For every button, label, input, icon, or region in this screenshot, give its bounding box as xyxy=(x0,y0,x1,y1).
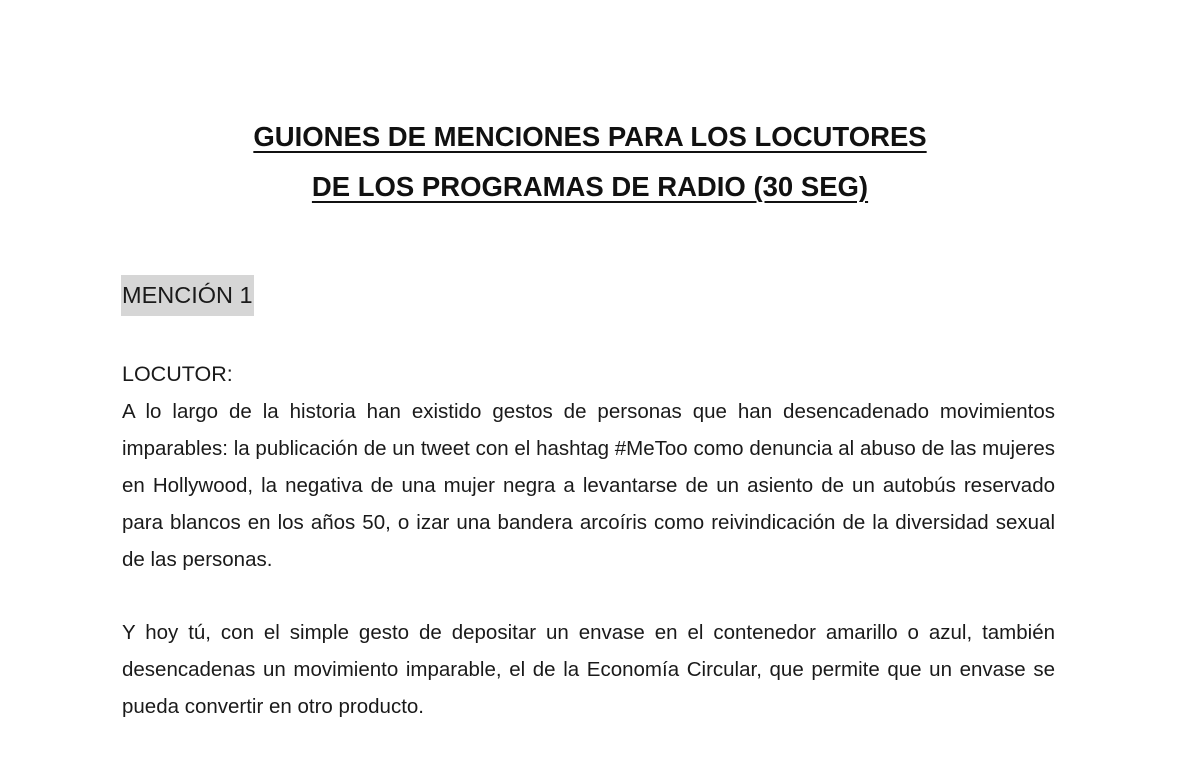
speaker-label: LOCUTOR: xyxy=(122,362,233,386)
paragraph-2: Y hoy tú, con el simple gesto de depositar un envase en el contenedor amarillo o azul, también desencadenas un movimiento imparable, el de la Economía Circular, que permite que un envase se pueda convertir en otro producto. xyxy=(122,621,1055,718)
document-title xyxy=(0,112,1180,212)
title-line-1: GUIONES DE MENCIONES PARA LOS LOCUTORES xyxy=(253,121,927,152)
section-label-highlighted: MENCIÓN 1 xyxy=(121,275,254,316)
title-line-2: DE LOS PROGRAMAS DE RADIO (30 SEG) xyxy=(311,171,869,202)
paragraph-1: A lo largo de la historia han existido gestos de personas que han desencadenado movimientos imparables: la publicación de un tweet con el hashtag #MeToo como denuncia al abuso de las mujeres en Hollywood, la negativa de una mujer negra a levantarse de un asiento de un autobús reservado para blancos en los años 50, o izar una bandera arcoíris como reivindicación de la diversidad sexual de las personas. xyxy=(122,400,1055,571)
